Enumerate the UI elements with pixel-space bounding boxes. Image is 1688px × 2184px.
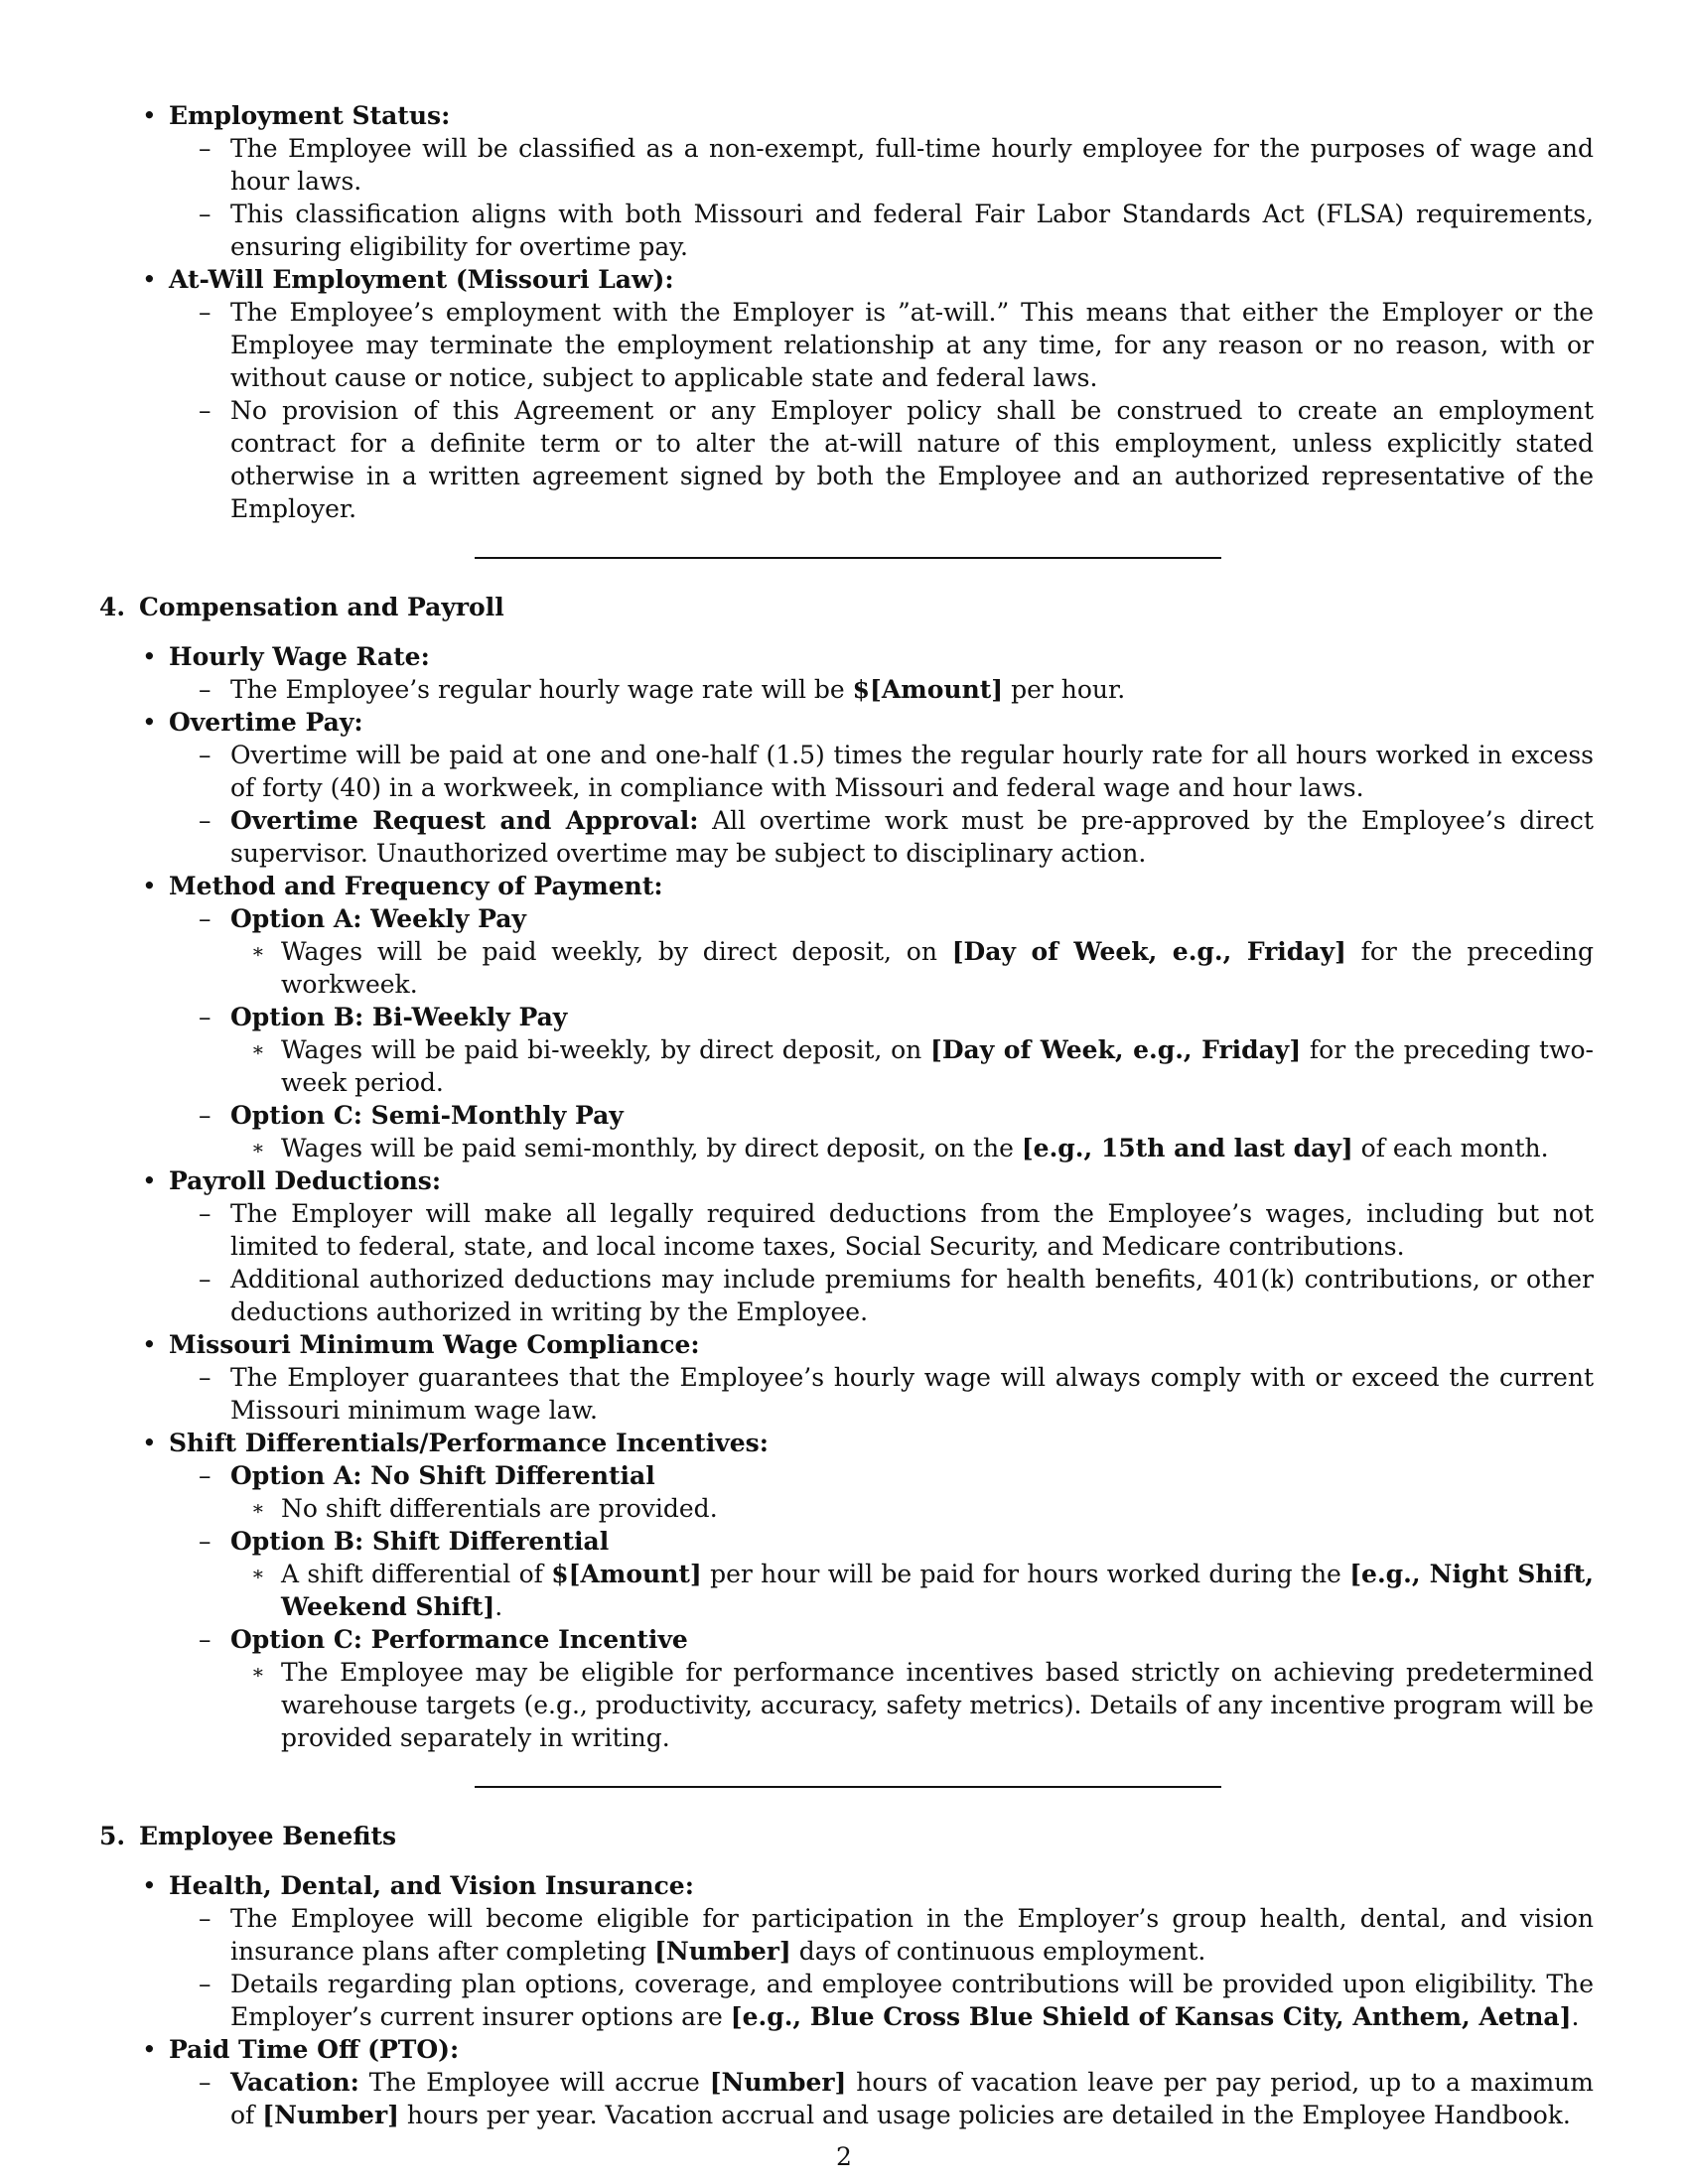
overtime-approval-item: – Overtime Request and Approval: All overtime work must be pre-approved by the Employee’s direct supervisor. Unauthorized overtime may be subject to disciplinary action. (99, 804, 1594, 870)
at-will-item: – No provision of this Agreement or any Employer policy shall be construed to create an employment contract for a definite term or to alter the at-will nature of this employment, unless explicitly stated otherwise in a written agreement signed by both the Employee and an authorized representative of the Employer. (99, 394, 1594, 525)
minimum-wage-heading: • Missouri Minimum Wage Compliance: (99, 1328, 1594, 1361)
employment-status-item: – This classification aligns with both Missouri and federal Fair Labor Standards Act (FLSA) requirements, ensuring eligibility for overtime pay. (99, 198, 1594, 263)
hourly-wage-placeholder: $[Amount] (852, 675, 1004, 704)
shift-option-c-text: ∗ The Employee may be eligible for performance incentives based strictly on achieving predetermined warehouse targets (e.g., productivity, accuracy, safety metrics). Details of any incentive program will be provided separately in writing. (99, 1656, 1594, 1754)
payroll-deductions-item: – Additional authorized deductions may include premiums for health benefits, 401(k) contributions, or other deductions authorized in writing by the Employee. (99, 1263, 1594, 1328)
payment-option-b-text: ∗ Wages will be paid bi-weekly, by direct deposit, on [Day of Week, e.g., Friday] for the preceding two-week period. (99, 1033, 1594, 1099)
employment-status-heading: • Employment Status: (99, 99, 1594, 132)
section-divider (475, 557, 1221, 559)
payroll-deductions-heading: • Payroll Deductions: (99, 1164, 1594, 1197)
page-number: 2 (836, 2142, 852, 2171)
payment-method-heading: • Method and Frequency of Payment: (99, 870, 1594, 902)
payroll-deductions-item: – The Employer will make all legally required deductions from the Employee’s wages, including but not limited to federal, state, and local income taxes, Social Security, and Medicare contributions. (99, 1197, 1594, 1263)
section-divider (475, 1786, 1221, 1788)
vacation-item: – Vacation: The Employee will accrue [Number] hours of vacation leave per pay period, up to a maximum of [Number] hours per year. Vacation accrual and usage policies are detailed in the Employee Handbook. (99, 2066, 1594, 2131)
overtime-item: – Overtime will be paid at one and one-half (1.5) times the regular hourly rate for all hours worked in excess of forty (40) in a workweek, in compliance with Missouri and federal wage and hour laws. (99, 739, 1594, 804)
hourly-wage-item: – The Employee’s regular hourly wage rate will be $[Amount] per hour. (99, 673, 1594, 706)
shift-option-c: – Option C: Performance Incentive (99, 1623, 1594, 1656)
at-will-heading: • At-Will Employment (Missouri Law): (99, 263, 1594, 296)
shift-option-a: – Option A: No Shift Differential (99, 1459, 1594, 1492)
insurance-heading: • Health, Dental, and Vision Insurance: (99, 1869, 1594, 1902)
payment-option-a-text: ∗ Wages will be paid weekly, by direct deposit, on [Day of Week, e.g., Friday] for the preceding workweek. (99, 935, 1594, 1001)
payment-option-c-text: ∗ Wages will be paid semi-monthly, by direct deposit, on the [e.g., 15th and last day] of each month. (99, 1132, 1594, 1164)
payment-option-b: – Option B: Bi-Weekly Pay (99, 1001, 1594, 1033)
shift-option-b-text: ∗ A shift differential of $[Amount] per hour will be paid for hours worked during the [e.g., Night Shift, Weekend Shift]. (99, 1558, 1594, 1623)
shift-option-a-text: ∗ No shift differentials are provided. (99, 1492, 1594, 1525)
shift-option-b: – Option B: Shift Differential (99, 1525, 1594, 1558)
section-5-number: 5. (99, 1822, 126, 1850)
shift-differentials-heading: • Shift Differentials/Performance Incentives: (99, 1427, 1594, 1459)
insurance-item: – The Employee will become eligible for participation in the Employer’s group health, dental, and vision insurance plans after completing [Number] days of continuous employment. (99, 1902, 1594, 1968)
insurance-item: – Details regarding plan options, coverage, and employee contributions will be provided upon eligibility. The Employer’s current insurer options are [e.g., Blue Cross Blue Shield of Kansas City, Anthem, Aetna]. (99, 1968, 1594, 2033)
document-body (99, 99, 1594, 2131)
overtime-heading: • Overtime Pay: (99, 706, 1594, 739)
minimum-wage-item: – The Employer guarantees that the Employee’s hourly wage will always comply with or exceed the current Missouri minimum wage law. (99, 1361, 1594, 1427)
at-will-item: – The Employee’s employment with the Employer is ”at-will.” This means that either the Employer or the Employee may terminate the employment relationship at any time, for any reason or no reason, with or without cause or notice, subject to applicable state and federal laws. (99, 296, 1594, 394)
section-4-title: 4. Compensation and Payroll (99, 593, 504, 621)
payment-option-c: – Option C: Semi-Monthly Pay (99, 1099, 1594, 1132)
employment-status-item: – The Employee will be classified as a non-exempt, full-time hourly employee for the purposes of wage and hour laws. (99, 132, 1594, 198)
payment-option-a: – Option A: Weekly Pay (99, 902, 1594, 935)
pto-heading: • Paid Time Off (PTO): (99, 2033, 1594, 2066)
hourly-wage-heading: • Hourly Wage Rate: (99, 640, 1594, 673)
section-5-title: 5. Employee Benefits (99, 1822, 397, 1850)
section-4-number: 4. (99, 593, 126, 621)
